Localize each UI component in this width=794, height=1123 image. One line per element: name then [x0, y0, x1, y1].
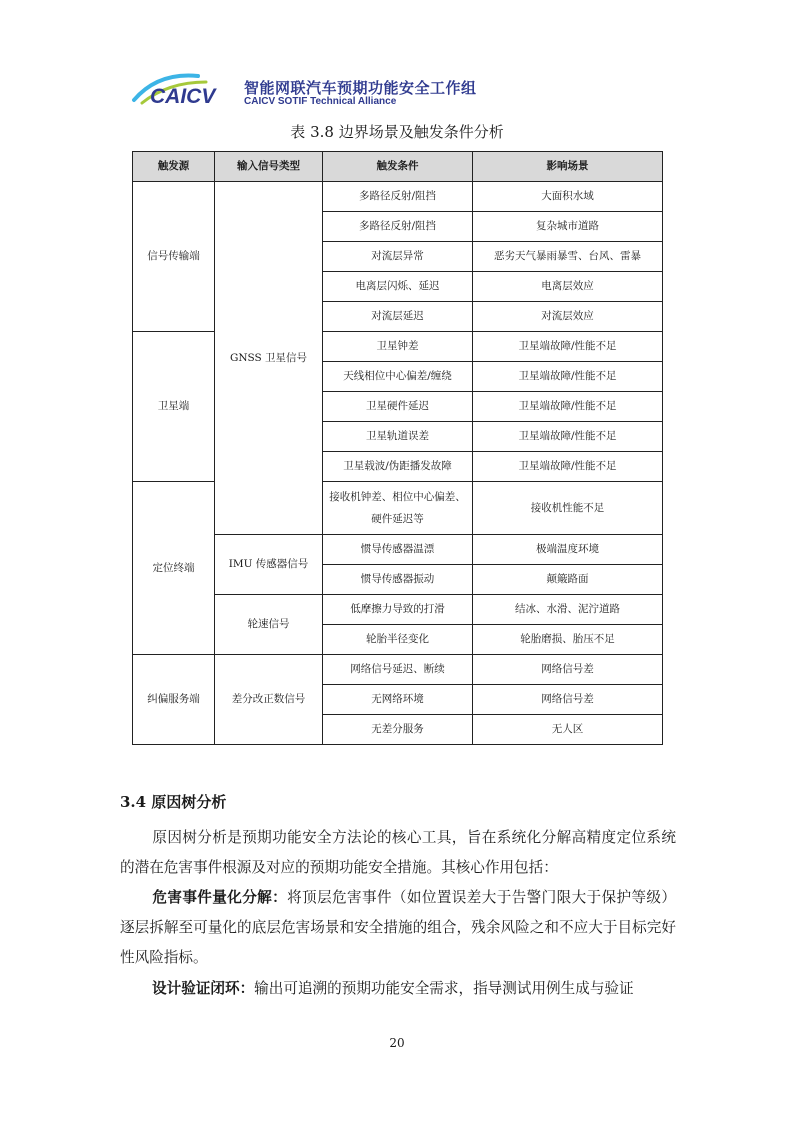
paragraph-verify: [120, 974, 676, 1004]
condition-cell: 卫星硬件延迟: [323, 392, 473, 422]
boundary-scenario-table: [132, 151, 663, 745]
org-name-en: CAICV SOTIF Technical Alliance: [244, 96, 397, 107]
logo-wordmark: CAICV: [150, 85, 216, 108]
caicv-logo: [128, 70, 238, 108]
section-heading: 3.4 原因树分析: [120, 793, 227, 811]
scene-cell: 网络信号差: [473, 685, 663, 715]
condition-cell: 多路径反射/阻挡: [323, 182, 473, 212]
signal-type-cell: GNSS 卫星信号: [215, 182, 323, 535]
table-row: [133, 332, 663, 362]
signal-type-cell: 差分改正数信号: [215, 655, 323, 745]
scene-cell: 接收机性能不足: [473, 482, 663, 535]
scene-cell: 恶劣天气暴雨暴雪、台风、雷暴: [473, 242, 663, 272]
condition-cell: 对流层异常: [323, 242, 473, 272]
table-caption: 表 3.8 边界场景及触发条件分析: [290, 123, 504, 141]
condition-cell: 接收机钟差、相位中心偏差、硬件延迟等: [323, 482, 473, 535]
table-row: [133, 482, 663, 535]
scene-cell: 卫星端故障/性能不足: [473, 452, 663, 482]
scene-cell: 电离层效应: [473, 272, 663, 302]
condition-cell: 对流层延迟: [323, 302, 473, 332]
scene-cell: 极端温度环境: [473, 535, 663, 565]
scene-cell: 复杂城市道路: [473, 212, 663, 242]
scene-cell: 卫星端故障/性能不足: [473, 332, 663, 362]
table-row: [133, 182, 663, 212]
condition-cell: 卫星钟差: [323, 332, 473, 362]
condition-cell: 多路径反射/阻挡: [323, 212, 473, 242]
scene-cell: 结冰、水滑、泥泞道路: [473, 595, 663, 625]
table-header-row: [133, 152, 663, 182]
scene-cell: 颠簸路面: [473, 565, 663, 595]
paragraph-verify-label: 设计验证闭环：: [152, 980, 255, 997]
condition-cell: 卫星轨道误差: [323, 422, 473, 452]
paragraph-intro-text: 原因树分析是预期功能安全方法论的核心工具，旨在系统化分解高精度定位系统的潜在危害事件根源及对应的预期功能安全措施。其核心作用包括：: [120, 829, 676, 876]
scene-cell: 无人区: [473, 715, 663, 745]
paragraph-quantify-label: 危害事件量化分解：: [152, 889, 288, 906]
condition-cell: 无差分服务: [323, 715, 473, 745]
header-affected-scene: 影响场景: [473, 152, 663, 182]
paragraph-quantify: [120, 883, 676, 973]
source-cell: 卫星端: [133, 332, 215, 482]
page-number: 20: [389, 1036, 405, 1050]
scene-cell: 轮胎磨损、胎压不足: [473, 625, 663, 655]
condition-cell: 低摩擦力导致的打滑: [323, 595, 473, 625]
paragraph-verify-text: 输出可追溯的预期功能安全需求，指导测试用例生成与验证: [254, 980, 634, 997]
source-cell: 纠偏服务端: [133, 655, 215, 745]
scene-cell: 卫星端故障/性能不足: [473, 392, 663, 422]
condition-cell: 惯导传感器温漂: [323, 535, 473, 565]
scene-cell: 卫星端故障/性能不足: [473, 362, 663, 392]
header-trigger-source: 触发源: [133, 152, 215, 182]
condition-cell: 天线相位中心偏差/缠绕: [323, 362, 473, 392]
scene-cell: 网络信号差: [473, 655, 663, 685]
paragraph-quantify-text: 将顶层危害事件（如位置误差大于告警门限大于保护等级）逐层拆解至可量化的底层危害场景和安全措施的组合，残余风险之和不应大于目标完好性风险指标。: [120, 889, 676, 966]
condition-cell: 网络信号延迟、断续: [323, 655, 473, 685]
header-signal-type: 输入信号类型: [215, 152, 323, 182]
signal-type-cell: 轮速信号: [215, 595, 323, 655]
scene-cell: 对流层效应: [473, 302, 663, 332]
paragraph-intro: [120, 823, 676, 883]
condition-cell: 卫星载波/伪距播发故障: [323, 452, 473, 482]
source-cell: 信号传输端: [133, 182, 215, 332]
condition-cell: 无网络环境: [323, 685, 473, 715]
scene-cell: 大面积水域: [473, 182, 663, 212]
scene-cell: 卫星端故障/性能不足: [473, 422, 663, 452]
signal-type-cell: IMU 传感器信号: [215, 535, 323, 595]
condition-cell: 惯导传感器振动: [323, 565, 473, 595]
header-trigger-condition: 触发条件: [323, 152, 473, 182]
table-row: [133, 655, 663, 685]
condition-cell: 轮胎半径变化: [323, 625, 473, 655]
source-cell: 定位终端: [133, 482, 215, 655]
org-name-cn: 智能网联汽车预期功能安全工作组: [244, 79, 477, 97]
condition-cell: 电离层闪烁、延迟: [323, 272, 473, 302]
